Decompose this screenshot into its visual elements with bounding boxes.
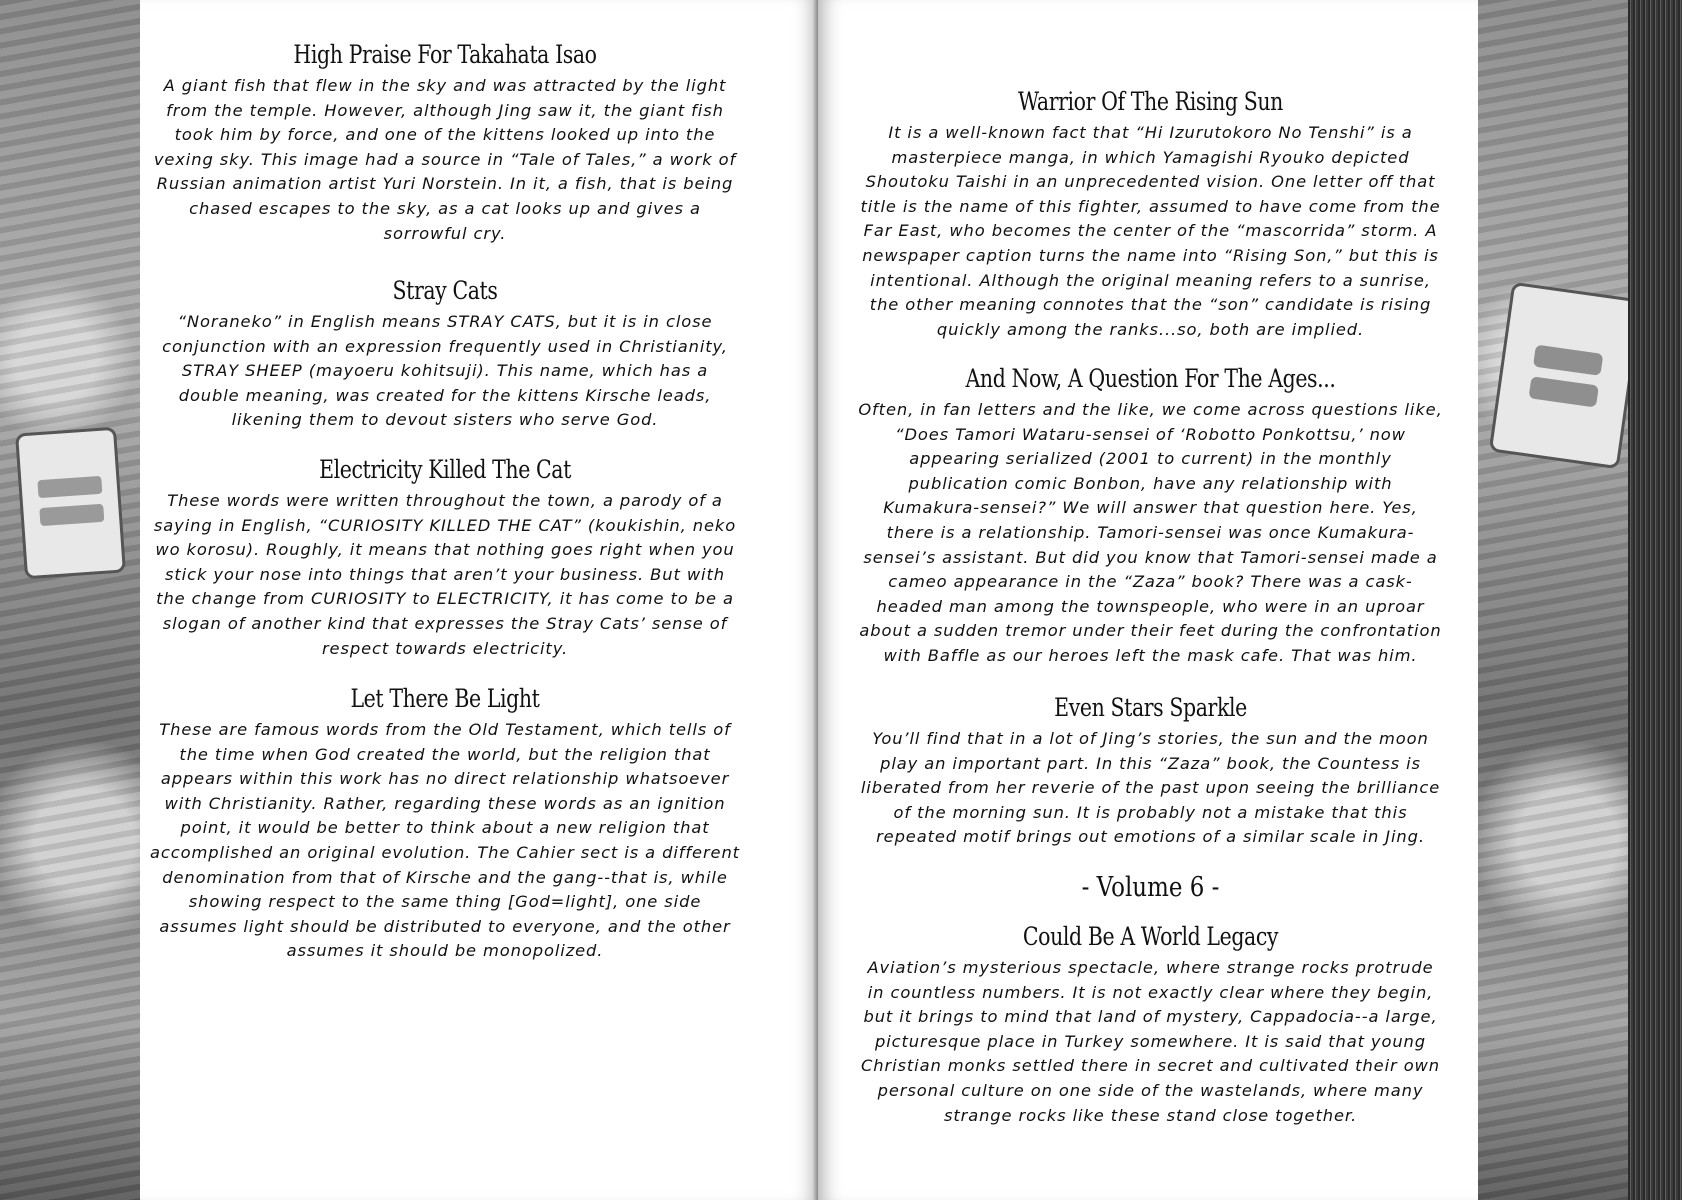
section-body: These words were written throughout the town, a parody of a saying in English, “CURIOSITY KILLED THE CAT” (koukishin, neko wo korosu). Roughly, it means that nothing goes right when you stick your nose into things that aren’t your business. But with the change from CURIOSITY to ELECTRICITY, it has come to be a slogan of another kind that expresses the Stray Cats’ sense of respect towards electricity. — [153, 491, 737, 658]
article-section — [858, 364, 1443, 669]
section-heading: Warrior Of The Rising Sun — [1018, 87, 1283, 116]
section-body: These are famous words from the Old Testament, which tells of the time when God created the world, but the religion that appears within this work has no direct relationship whatsoever with Christianity. Rather, regarding these words as an ignition point, it would be better to think about a new religion that accomplished an original evolution. The Cahier sect is a different denomination from that of Kirsche and the gang--that is, while showing respect to the same thing [God=light], one side assumes light should be distributed to everyone, and the other assumes it should be monopolized. — [150, 720, 740, 961]
left-page — [140, 0, 818, 1200]
section-heading: Stray Cats — [392, 276, 498, 305]
right-manga-art-strip — [1478, 0, 1628, 1200]
article-section — [858, 87, 1443, 342]
section-body: A giant fish that flew in the sky and was attracted by the light from the temple. However, although Jing saw it, the giant fish took him by force, and one of the kittens looked up into the vexing sky. This image had a source in “Tale of Tales,” a work of Russian animation artist Yuri Norstein. In it, a fish, that is being chased escapes to the sky, as a cat looks up and gives a sorrowful cry. — [153, 76, 737, 243]
section-body: Aviation’s mysterious spectacle, where strange rocks protrude in countless numbers. It is not exactly clear where they begin, but it brings to mind that land of mystery, Cappadocia--a large, picturesque place in Turkey somewhere. It is said that young Christian monks settled there in secret and cultivated their own personal culture on one side of the wastelands, where many strange rocks like these stand close together. — [861, 958, 1440, 1125]
section-body: You’ll find that in a lot of Jing’s stories, the sun and the moon play an important part. In this “Zaza” book, the Countess is liberated from her reverie of the past upon seeing the brilliance of the morning sun. It is probably not a mistake that this repeated motif brings out emotions of a similar scale in Jing. — [860, 729, 1441, 847]
article-section — [858, 693, 1443, 850]
section-body: Often, in fan letters and the like, we come across questions like, “Does Tamori Wataru-sensei of ‘Robotto Ponkottsu,’ now appearing serialized (2001 to current) in the monthly publication comic Bonbon, have any relationship with Kumakura-sensei?” We will answer that question here. Yes, there is a relationship. Tamori-sensei was once Kumakura-sensei’s assistant. But did you know that Tamori-sensei made a cameo appearance in the “Zaza” book? There was a cask-headed man among the townspeople, who were in an uproar about a sudden tremor under their feet during the confrontation with Baffle as our heroes left the mask cafe. That was him. — [858, 400, 1443, 665]
babble-room-sign-illustration — [15, 427, 126, 580]
article-section — [150, 276, 740, 433]
section-body: “Noraneko” in English means STRAY CATS, but it is in close conjunction with an expression frequently used in Christianity, STRAY SHEEP (mayoeru kohitsuji). This name, which has a double meaning, was created for the kittens Kirsche leads, likening them to devout sisters who serve God. — [162, 312, 728, 430]
article-section — [150, 684, 740, 964]
left-manga-art-strip — [0, 0, 140, 1200]
shop-sign-illustration — [1489, 282, 1643, 470]
article-section — [150, 455, 740, 661]
book-page-edges — [1628, 0, 1682, 1200]
volume-heading: - Volume 6 - — [1081, 872, 1220, 903]
section-body: It is a well-known fact that “Hi Izurutokoro No Tenshi” is a masterpiece manga, in which Yamagishi Ryouko depicted Shoutoku Taishi in an unprecedented vision. One letter off that title is the name of this fighter, assumed to have come from the Far East, who becomes the center of the “mascorrida” storm. A newspaper caption turns the name into “Rising Son,” but this is intentional. Although the original meaning refers to a sunrise, the other meaning connotes that the “son” candidate is rising quickly among the ranks...so, both are implied. — [860, 123, 1441, 339]
section-heading: Let There Be Light — [350, 684, 540, 713]
sign-lettering-icon — [1521, 335, 1610, 415]
section-heading: And Now, A Question For The Ages... — [965, 364, 1336, 393]
section-heading: High Praise For Takahata Isao — [293, 40, 597, 69]
section-heading: Electricity Killed The Cat — [319, 455, 571, 484]
article-section — [858, 922, 1443, 1128]
section-heading: Even Stars Sparkle — [1054, 693, 1247, 722]
sign-lettering-icon — [28, 465, 113, 540]
right-page — [818, 0, 1478, 1200]
article-section — [150, 40, 740, 246]
volume-heading-block — [858, 872, 1443, 904]
section-heading: Could Be A World Legacy — [1022, 922, 1279, 951]
